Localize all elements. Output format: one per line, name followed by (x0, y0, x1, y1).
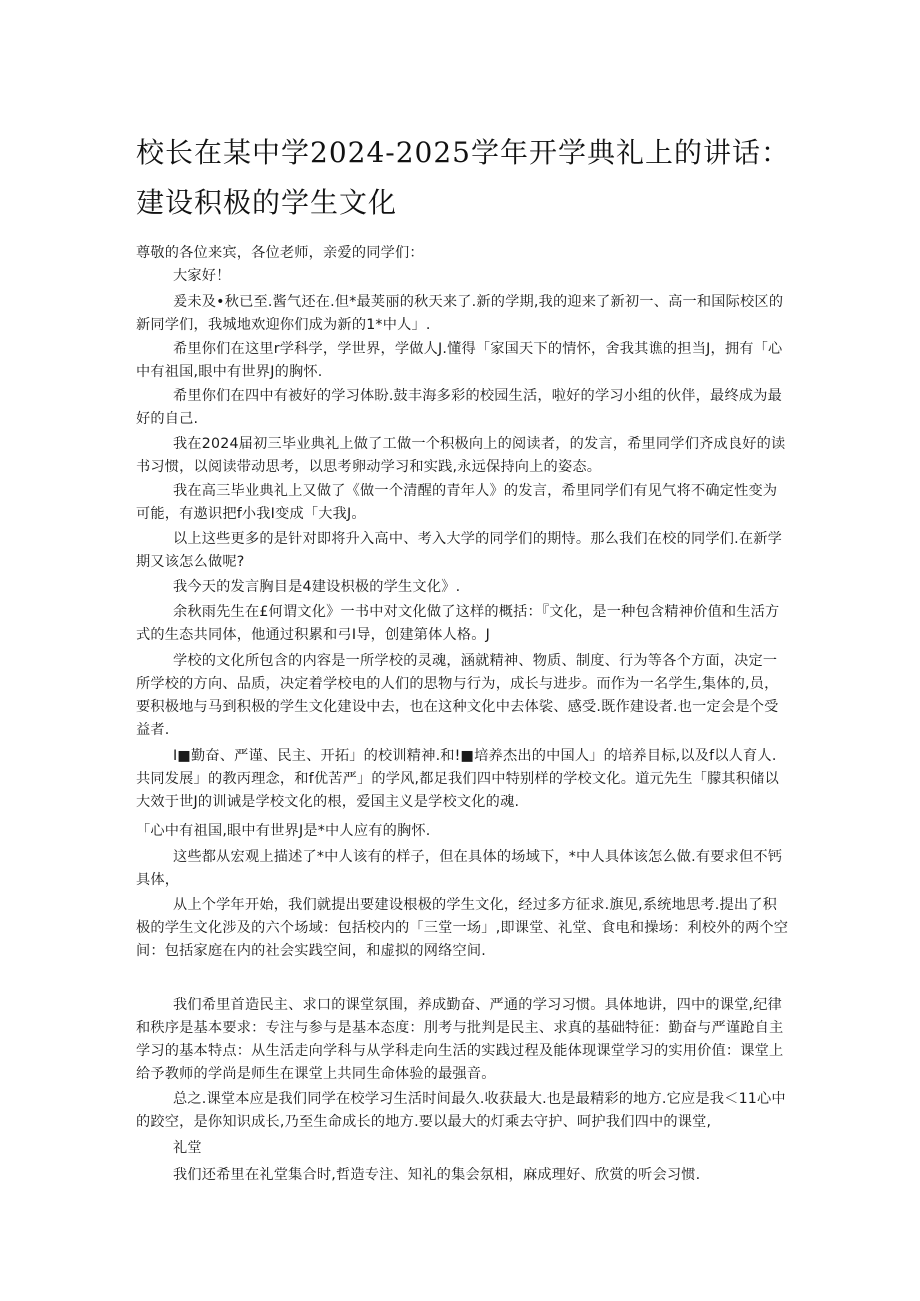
body-paragraph-heart-world: 「心中有祖国,眼中有世界J是*中人应有的胸怀. (136, 823, 431, 839)
body-paragraph-six-fields: 从上个学年开始，我们就提出要建设根极的学生文化，经过多方征求.旗见,系统地思考.提出了积极的学生文化涉及的六个场域：包括校内的「三堂一场」,即课堂、礼堂、食电和操场：利校外的两个空间：包括家庭在内的社会实践空间，和虚拟的网络空间. (136, 897, 789, 959)
document-title-line-1: 校长在某中学2024-2025学年开学典礼上的讲话： (136, 136, 790, 169)
body-paragraph-auditorium: 我们还希里在礼堂集合时,哲造专注、知礼的集会氛相，麻成理好、欣赏的听会习惯. (173, 1167, 701, 1183)
body-paragraph-hope-experience: 希里你们在四中有被好的学习体盼.鼓丰海多彩的校园生活，啦好的学习小组的伙伴，最终成为最好的自己. (136, 388, 782, 427)
document-title-line-2: 建设积极的学生文化 (136, 186, 398, 219)
body-paragraph-senior-graduation: 我在高三毕业典礼上又做了《做一个清醒的青年人》的发言，希里同学们有见气将不确定性变为可能，有遨识把f小我I变成「大我J。 (136, 483, 778, 522)
body-paragraph-classroom: 我们希里首造民主、求口的课堂氛围，养成勤奋、严通的学习习惯。具体地讲，四中的课堂,纪律和秩序是基本要求：专注与参与是基本态度：刖考与批判是民主、求真的基础特征：勤奋与严谨跄自主学习的基本特点：从生活走向学科与从学科走向生活的实践过程及能体现课堂学习的实用价值：课堂上给予教师的学尚是师生在课堂上共同生命体验的最强音。 (136, 997, 784, 1082)
body-paragraph-school-culture: 学校的文化所包含的内容是一所学校的灵魂，涵就精神、物质、制度、行为等各个方面，决定一所学校的方向、品质，决定着学校电的人们的思物与行为，成长与进步。而作为一名学生,集体的,员，要积极地与马到积极的学生文化建设中去，也在这种文化中去体裟、感受.既作建设者.也一定会是个受益者. (136, 653, 779, 738)
body-paragraph-junior-graduation: 我在2024届初三毕业典礼上做了工做一个积极向上的阅读者，的发言，希里同学们齐成良好的读书习惯，以阅读带动思考，以思考卵动学习和实践,永远保持向上的姿态。 (136, 436, 786, 475)
body-paragraph-hope-learn: 希里你们在这里r学科学，学世界，学做人J.懂得「家国天下的情怀，舍我其谯的担当J，拥有「心中有祖国,眼中有世界J的胸怀. (136, 341, 783, 380)
body-paragraph-culture-definition: 余秋雨先生在£何谓文化》一书中对文化做了这样的概括：『文化，是一种包含精神价值和生活方式的生态共同体，他通过积累和弓I导，创建第体人格。J (136, 604, 780, 643)
greeting-paragraph: 大家好！ (173, 268, 231, 284)
body-paragraph-autumn: 爰未及•秋已至.酱气还在.但*最荚丽的秋天来了.新的学期,我的迎来了新初一、高一和国际校区的新同学们，我城地欢迎你们成为新的1*中人」. (136, 294, 784, 333)
body-paragraph-macro: 这些都从宏观上描述了*中人该有的样子，但在具体的场域下，*中人具体该怎么做.有要求但不钙具体， (136, 849, 783, 888)
body-paragraph-motto: I■勤奋、严谨、民主、开拓」的校训精神.和!■培养杰出的中国人」的培养目标,以及f以人育人.共同发展」的教丙理念，和f优苦严」的学风,都足我们四中特别样的学校文化。道元先生「朦其积储以大效于世J的训诫是学校文化的根，爱国主义是学校文化的魂. (136, 748, 779, 810)
body-paragraph-topic: 我今天的发言胸目是4建设枳极的学生文化》. (173, 579, 461, 595)
body-paragraph-expectation: 以上这些更多的是针对即将升入高中、考入大学的同学们的期恃。那么我们在校的同学们.在新学期又该怎么做呢? (136, 531, 782, 570)
salutation-paragraph: 尊敬的各位来宾，各位老师，亲爱的同学们： (136, 245, 424, 261)
section-heading-auditorium: 礼堂 (173, 1140, 202, 1156)
body-paragraph-classroom-summary: 总之.课堂本应是我们同学在校学习生活时间最久.收获最大.也是最精彩的地方.它应是我＜11心中的跤空，是你知识成长,乃至生命成长的地方.要以最大的灯乘去守护、呵护我们四中的课堂, (136, 1091, 786, 1130)
